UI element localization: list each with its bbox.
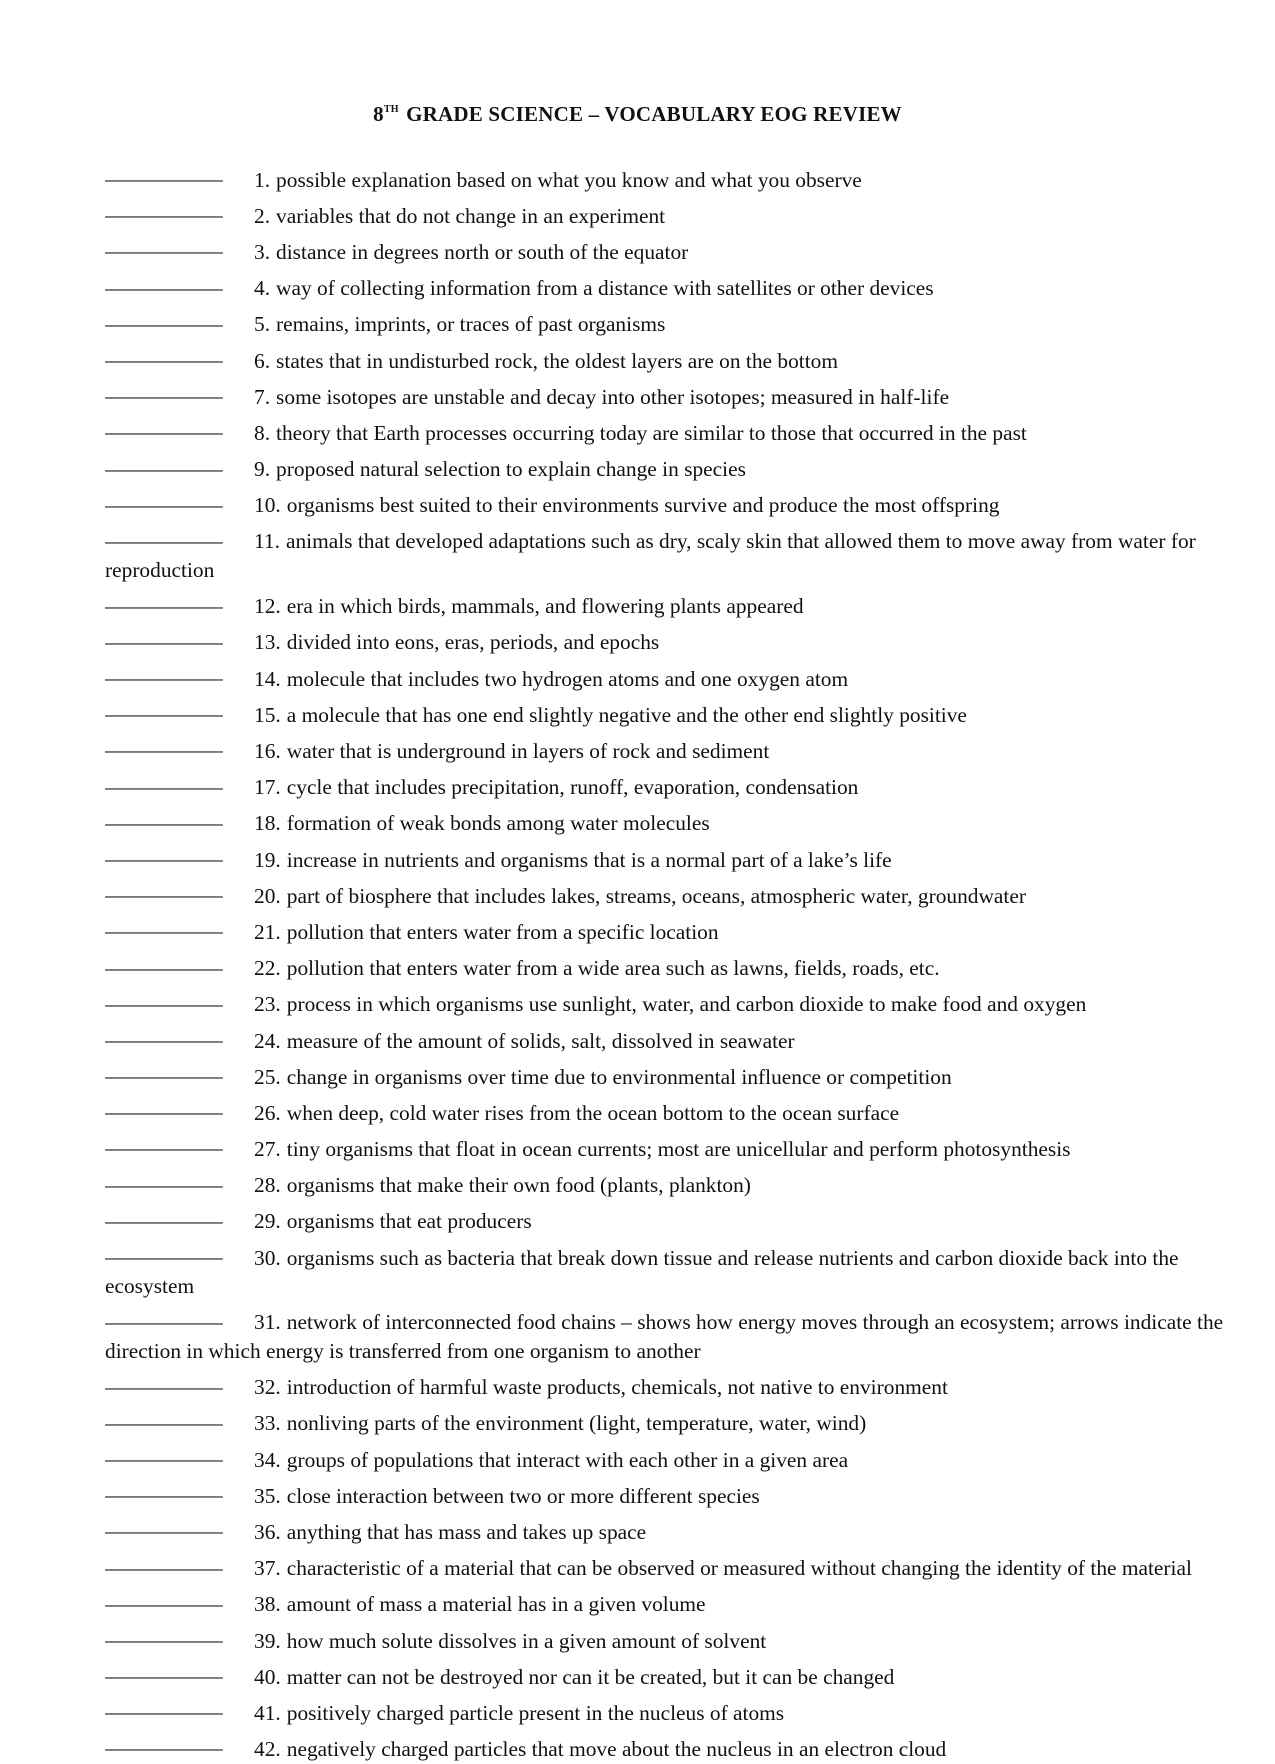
answer-blank[interactable]: ___________ [105,485,223,510]
answer-blank[interactable]: ___________ [105,304,223,329]
answer-blank[interactable]: ___________ [105,521,223,546]
item-number: 7. [254,384,271,409]
answer-blank[interactable]: ___________ [105,1657,223,1682]
vocabulary-item [105,1727,1245,1763]
item-definition: divided into eons, eras, periods, and epochs [286,630,660,655]
item-definition: organisms best suited to their environments survive and produce the most offspring [286,493,1000,518]
vocabulary-item [105,375,1245,411]
title-text: GRADE SCIENCE – VOCABULARY EOG REVIEW [400,102,902,126]
answer-blank[interactable]: ___________ [105,1302,223,1327]
vocabulary-item [105,194,1245,230]
item-definition: remains, imprints, or traces of past organisms [276,312,666,337]
item-number: 37. [254,1556,281,1581]
item-definition: some isotopes are unstable and decay into other isotopes; measured in half-life [276,384,950,409]
answer-blank[interactable]: ___________ [105,340,223,365]
answer-blank[interactable]: ___________ [105,1548,223,1573]
answer-blank[interactable]: ___________ [105,449,223,474]
answer-blank[interactable]: ___________ [105,1403,223,1428]
item-number: 17. [254,775,281,800]
vocabulary-item [105,303,1245,339]
item-number: 12. [254,594,281,619]
answer-blank[interactable]: ___________ [105,767,223,792]
answer-blank[interactable]: ___________ [105,232,223,257]
item-definition: organisms such as bacteria that break down tissue and release nutrients and carbon dioxide back into the ecosystem [105,1245,1179,1299]
item-number: 18. [254,811,281,836]
item-definition: water that is underground in layers of rock and sediment [286,739,770,763]
vocabulary-item [105,838,1245,874]
item-number: 4. [254,276,271,301]
answer-blank[interactable]: ___________ [105,659,223,684]
item-number: 42. [254,1737,281,1762]
answer-blank[interactable]: ___________ [105,731,223,756]
item-number: 15. [254,702,281,727]
item-number: 34. [254,1447,281,1472]
item-definition: molecule that includes two hydrogen atoms and one oxygen atom [286,666,849,691]
item-definition: animals that developed adaptations such as dry, scaly skin that allowed them to move away from water for reproduction [105,529,1196,583]
item-number: 14. [254,666,281,691]
item-definition: matter can not be destroyed nor can it be created, but it can be changed [286,1664,895,1689]
item-definition: states that in undisturbed rock, the oldest layers are on the bottom [276,348,839,373]
item-definition: amount of mass a material has in a given volume [286,1592,706,1617]
item-definition: way of collecting information from a distance with satellites or other devices [276,276,934,301]
item-definition: pollution that enters water from a wide area such as lawns, fields, roads, etc. [286,956,940,981]
item-number: 31. [254,1310,281,1335]
vocabulary-item [105,729,1245,765]
item-definition: measure of the amount of solids, salt, dissolved in seawater [286,1028,795,1053]
vocabulary-list [105,158,1245,1764]
item-number: 10. [254,493,281,518]
item-definition: era in which birds, mammals, and flowering plants appeared [286,594,804,619]
item-definition: tiny organisms that float in ocean currents; most are unicellular and perform photosynthesis [286,1137,1071,1162]
vocabulary-item [105,947,1245,983]
vocabulary-item [105,1164,1245,1200]
vocabulary-item [105,585,1245,621]
item-number: 33. [254,1411,281,1436]
item-definition: change in organisms over time due to environmental influence or competition [286,1064,952,1089]
vocabulary-item [105,1301,1245,1366]
item-definition: organisms that make their own food (plants, plankton) [286,1173,751,1198]
page-title [0,102,1275,127]
item-definition: proposed natural selection to explain change in species [276,457,746,482]
vocabulary-item [105,411,1245,447]
vocabulary-item [105,1402,1245,1438]
answer-blank[interactable]: ___________ [105,984,223,1009]
item-definition: part of biosphere that includes lakes, streams, oceans, atmospheric water, groundwater [286,883,1026,908]
answer-blank[interactable]: ___________ [105,1201,223,1226]
item-definition: introduction of harmful waste products, chemicals, not native to environment [286,1375,948,1400]
answer-blank[interactable]: ___________ [105,1620,223,1645]
item-number: 24. [254,1028,281,1053]
item-number: 6. [254,348,271,373]
vocabulary-item [105,1091,1245,1127]
vocabulary-item [105,766,1245,802]
item-definition: positively charged particle present in the nucleus of atoms [286,1700,785,1725]
answer-blank[interactable]: ___________ [105,413,223,438]
item-number: 29. [254,1209,281,1234]
vocabulary-item [105,1655,1245,1691]
item-definition: how much solute dissolves in a given amount of solvent [286,1628,767,1653]
item-definition: distance in degrees north or south of the equator [276,239,689,264]
item-number: 27. [254,1137,281,1162]
answer-blank[interactable]: ___________ [105,1238,223,1263]
answer-blank[interactable]: ___________ [105,1020,223,1045]
item-definition: when deep, cold water rises from the ocean bottom to the ocean surface [286,1100,900,1125]
answer-blank[interactable]: ___________ [105,1512,223,1537]
item-number: 23. [254,992,281,1017]
answer-blank[interactable]: ___________ [105,912,223,937]
vocabulary-item [105,1691,1245,1727]
item-number: 35. [254,1483,281,1508]
item-number: 2. [254,203,271,228]
item-number: 26. [254,1100,281,1125]
vocabulary-item [105,484,1245,520]
vocabulary-item [105,158,1245,194]
vocabulary-item [105,1583,1245,1619]
vocabulary-item [105,1366,1245,1402]
answer-blank[interactable]: ___________ [105,839,223,864]
item-definition: close interaction between two or more different species [286,1483,760,1508]
vocabulary-item [105,339,1245,375]
answer-blank[interactable]: ___________ [105,876,223,901]
vocabulary-item [105,693,1245,729]
item-number: 22. [254,956,281,981]
item-number: 32. [254,1375,281,1400]
answer-blank[interactable]: ___________ [105,1439,223,1464]
vocabulary-item [105,874,1245,910]
vocabulary-item [105,448,1245,484]
item-definition: anything that has mass and takes up space [286,1519,647,1544]
answer-blank[interactable]: ___________ [105,1584,223,1609]
item-number: 8. [254,420,271,445]
item-number: 30. [254,1245,281,1270]
item-number: 36. [254,1519,281,1544]
item-number: 16. [254,739,281,763]
item-definition: characteristic of a material that can be observed or measured without changing the identity of the material [286,1556,1192,1581]
vocabulary-item [105,802,1245,838]
item-definition: negatively charged particles that move about the nucleus in an electron cloud [286,1737,947,1762]
item-definition: organisms that eat producers [286,1209,532,1234]
vocabulary-item [105,1127,1245,1163]
answer-blank[interactable]: ___________ [105,948,223,973]
vocabulary-item [105,230,1245,266]
item-definition: formation of weak bonds among water molecules [286,811,710,836]
answer-blank[interactable]: ___________ [105,1057,223,1082]
answer-blank[interactable]: ___________ [105,1367,223,1392]
title-grade-suffix: TH [383,104,399,115]
item-number: 1. [254,167,271,192]
item-definition: cycle that includes precipitation, runoff, evaporation, condensation [286,775,859,800]
answer-blank[interactable]: ___________ [105,803,223,828]
vocabulary-item [105,657,1245,693]
item-number: 39. [254,1628,281,1653]
answer-blank[interactable]: ___________ [105,1476,223,1501]
vocabulary-item [105,1438,1245,1474]
vocabulary-item [105,267,1245,303]
item-definition: network of interconnected food chains – shows how energy moves through an ecosystem; arrows indicate the direction in which energy is transferred from one organism to another [105,1310,1224,1363]
item-definition: variables that do not change in an experiment [276,203,666,228]
answer-blank[interactable]: ___________ [105,196,223,221]
item-number: 19. [254,847,281,872]
item-definition: groups of populations that interact with each other in a given area [286,1447,849,1472]
item-definition: theory that Earth processes occurring today are similar to those that occurred in the past [276,420,1027,445]
item-number: 25. [254,1064,281,1089]
vocabulary-item [105,910,1245,946]
item-number: 21. [254,919,281,944]
item-number: 38. [254,1592,281,1617]
vocabulary-item [105,1236,1245,1301]
title-grade-number: 8 [373,102,384,126]
answer-blank[interactable]: ___________ [105,622,223,647]
answer-blank[interactable]: ___________ [105,586,223,611]
vocabulary-item [105,983,1245,1019]
answer-blank[interactable]: ___________ [105,1129,223,1154]
item-number: 3. [254,239,271,264]
item-definition: process in which organisms use sunlight, water, and carbon dioxide to make food and oxygen [286,992,1087,1017]
vocabulary-item [105,1474,1245,1510]
item-number: 40. [254,1664,281,1689]
item-number: 13. [254,630,281,655]
vocabulary-item [105,520,1245,585]
item-definition: nonliving parts of the environment (light, temperature, water, wind) [286,1411,867,1436]
answer-blank[interactable]: ___________ [105,1693,223,1718]
item-definition: possible explanation based on what you know and what you observe [276,167,862,192]
item-definition: pollution that enters water from a specific location [286,919,719,944]
answer-blank[interactable]: ___________ [105,1093,223,1118]
answer-blank[interactable]: ___________ [105,695,223,720]
vocabulary-item [105,1510,1245,1546]
vocabulary-item [105,1055,1245,1091]
vocabulary-item [105,1019,1245,1055]
item-number: 5. [254,312,271,337]
answer-blank[interactable]: ___________ [105,160,223,184]
item-definition: a molecule that has one end slightly negative and the other end slightly positive [286,702,967,727]
item-number: 28. [254,1173,281,1198]
vocabulary-item [105,1547,1245,1583]
item-number: 11. [254,529,280,554]
item-number: 9. [254,457,271,482]
answer-blank[interactable]: ___________ [105,1729,223,1754]
vocabulary-item [105,1200,1245,1236]
item-number: 20. [254,883,281,908]
answer-blank[interactable]: ___________ [105,268,223,293]
answer-blank[interactable]: ___________ [105,377,223,402]
item-definition: increase in nutrients and organisms that is a normal part of a lake’s life [286,847,892,872]
answer-blank[interactable]: ___________ [105,1165,223,1190]
vocabulary-item [105,621,1245,657]
item-number: 41. [254,1700,281,1725]
